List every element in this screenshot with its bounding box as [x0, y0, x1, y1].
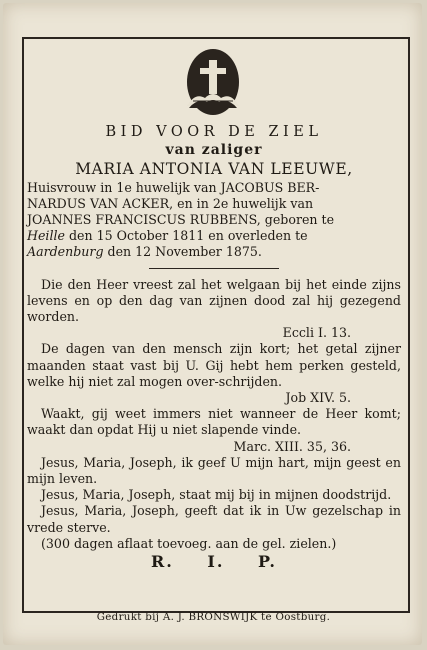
bio-line: Huisvrouw in 1e huwelijk van JACOBUS BER-	[27, 179, 320, 195]
prayer-paragraph: Waakt, gij weet immers niet wanneer de Heer komt; waakt dan opdat Hij u niet slapende vinde.	[27, 406, 401, 438]
indulgence-note: (300 dagen aflaat toevoeg. aan de gel. zielen.)	[41, 535, 337, 551]
birth-text: den 15 October 1811 en overleden te	[64, 228, 308, 244]
death-place: Aardenburg	[27, 244, 104, 260]
bio-line	[27, 244, 401, 260]
printer-credit: Gedrukt bij A. J. BRONSWIJK te Oostburg.	[96, 611, 331, 623]
card-content	[27, 121, 401, 570]
deceased-name: MARIA ANTONIA VAN LEEUWE,	[75, 160, 353, 179]
bio-line: NARDUS VAN ACKER, en in 2e huwelijk van	[27, 195, 314, 211]
prayer-text	[27, 277, 401, 571]
heading: BID VOOR DE ZIEL	[105, 124, 323, 140]
subheading: van zaliger	[165, 142, 263, 159]
prayer-paragraph: Jesus, Maria, Joseph, ik geef U mijn hart, mijn geest en mijn leven.	[27, 454, 401, 487]
prayer-paragraph: De dagen van den mensch zijn kort; het getal zijner maanden staat vast bij U. Gij hebt hem perken gesteld, welke hij niet zal mogen over-schrijden.	[27, 341, 401, 389]
cross-on-mound-icon	[181, 46, 245, 118]
prayer-paragraph: Jesus, Maria, Joseph, staat mij bij in mijnen doodstrijd.	[41, 487, 392, 503]
scripture-reference: Marc. XIII. 35, 36.	[233, 438, 351, 454]
rip-line: R. I. P.	[150, 552, 277, 572]
bio-line	[27, 228, 401, 244]
scripture-reference: Job XIV. 5.	[285, 390, 351, 406]
prayer-paragraph: Jesus, Maria, Joseph, geeft dat ik in Uw gezelschap in vrede sterve.	[27, 503, 401, 535]
bio-line: JOANNES FRANCISCUS RUBBENS, geboren te	[27, 212, 335, 228]
divider	[149, 268, 279, 269]
death-text: den 12 November 1875.	[103, 244, 262, 260]
prayer-paragraph: Die den Heer vreest zal het welgaan bij het einde zijns levens en op den dag van zijnen dood zal hij gezegend worden.	[27, 276, 401, 325]
scripture-reference: Eccli I. 13.	[282, 325, 351, 341]
biography	[27, 180, 401, 261]
birth-place: Heille	[27, 228, 65, 244]
prayer-card	[3, 3, 422, 645]
